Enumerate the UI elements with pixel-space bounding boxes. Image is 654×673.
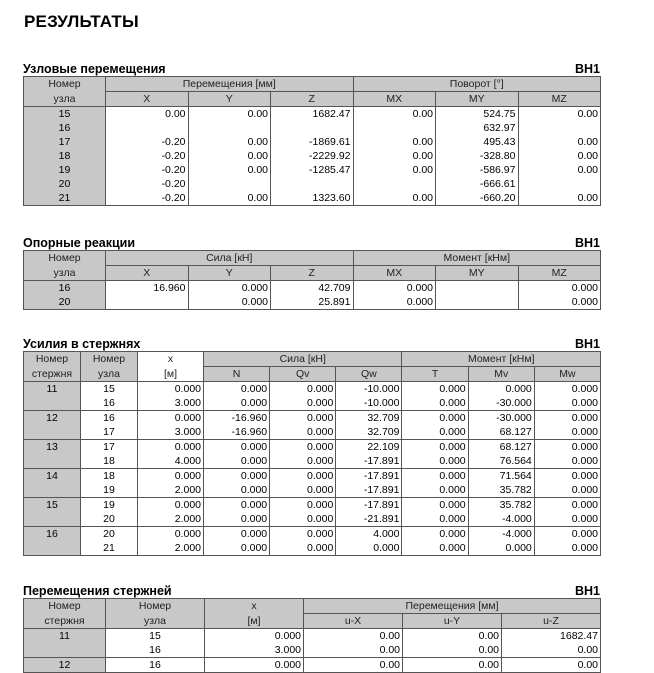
value-cell: 0.000	[468, 541, 534, 556]
x-cell: 2.000	[138, 483, 204, 498]
value-cell: 1682.47	[502, 629, 601, 644]
node-number-cell: 20	[24, 177, 106, 191]
header-col: N	[204, 367, 270, 382]
value-cell: 0.000	[402, 382, 468, 397]
header-col: MZ	[518, 266, 601, 281]
value-cell: 0.00	[353, 191, 436, 206]
value-cell: -0.20	[106, 135, 189, 149]
value-cell: 0.000	[270, 396, 336, 411]
table-row	[24, 658, 601, 673]
value-cell: 22.109	[336, 440, 402, 455]
x-cell: 0.000	[205, 658, 304, 673]
section-title: Усилия в стержнях	[23, 337, 141, 351]
node-number-cell: 16	[81, 411, 138, 426]
header-col: MY	[436, 266, 519, 281]
value-cell: 0.00	[518, 149, 601, 163]
bar-number-cell: 13	[24, 440, 81, 469]
header-group-moment: Момент [кНм]	[353, 251, 601, 266]
header-node-number-2: узла	[24, 266, 106, 281]
value-cell: -10.000	[336, 382, 402, 397]
value-cell: 0.000	[534, 440, 600, 455]
value-cell: 0.000	[204, 498, 270, 513]
value-cell: 0.000	[534, 512, 600, 527]
value-cell: 71.564	[468, 469, 534, 484]
value-cell: 0.00	[106, 107, 189, 122]
value-cell: 0.000	[270, 454, 336, 469]
header-col: u-Y	[403, 614, 502, 629]
value-cell: 0.000	[534, 454, 600, 469]
x-cell: 0.000	[138, 411, 204, 426]
value-cell: -17.891	[336, 469, 402, 484]
value-cell: 0.000	[204, 396, 270, 411]
value-cell: 0.000	[204, 469, 270, 484]
header-x: x	[205, 599, 304, 614]
value-cell	[188, 121, 271, 135]
nodal-displacements-table	[23, 76, 601, 206]
value-cell: 0.00	[304, 643, 403, 658]
value-cell: 0.000	[534, 469, 600, 484]
table-row	[24, 191, 601, 206]
value-cell: 0.00	[518, 163, 601, 177]
header-node-number: Номер	[24, 251, 106, 266]
bar-number-cell: 15	[24, 498, 81, 527]
value-cell: 0.000	[204, 440, 270, 455]
value-cell: 68.127	[468, 440, 534, 455]
value-cell: 0.00	[188, 135, 271, 149]
value-cell: -0.20	[106, 191, 189, 206]
value-cell: 0.00	[304, 658, 403, 673]
header-col: Y	[188, 266, 271, 281]
table-row	[24, 469, 601, 484]
node-number-cell: 21	[81, 541, 138, 556]
value-cell	[518, 177, 601, 191]
page-title: РЕЗУЛЬТАТЫ	[24, 12, 139, 31]
table-row	[24, 121, 601, 135]
value-cell: 0.000	[402, 396, 468, 411]
header-col: MY	[436, 92, 519, 107]
value-cell: 0.000	[270, 469, 336, 484]
node-number-cell: 18	[24, 149, 106, 163]
value-cell: -16.960	[204, 425, 270, 440]
value-cell: 0.000	[204, 382, 270, 397]
value-cell: 1682.47	[271, 107, 354, 122]
header-col: MZ	[518, 92, 601, 107]
bar-number-cell: 11	[24, 629, 106, 658]
value-cell: 0.000	[270, 382, 336, 397]
value-cell: 0.00	[403, 629, 502, 644]
value-cell: 32.709	[336, 425, 402, 440]
section-title: Перемещения стержней	[23, 584, 172, 598]
load-case-label: ВН1	[574, 62, 600, 76]
bar-number-cell: 12	[24, 411, 81, 440]
value-cell: 0.000	[534, 541, 600, 556]
table-row	[24, 135, 601, 149]
table-row	[24, 382, 601, 397]
value-cell: 0.00	[188, 107, 271, 122]
value-cell: 0.00	[188, 191, 271, 206]
value-cell: -30.000	[468, 396, 534, 411]
value-cell: -16.960	[204, 411, 270, 426]
value-cell: -4.000	[468, 512, 534, 527]
x-cell: 0.000	[138, 440, 204, 455]
x-cell: 0.000	[138, 469, 204, 484]
value-cell: -21.891	[336, 512, 402, 527]
table-row	[24, 149, 601, 163]
value-cell: 35.782	[468, 483, 534, 498]
value-cell: 632.97	[436, 121, 519, 135]
support-reactions-table	[23, 250, 601, 310]
value-cell: -17.891	[336, 483, 402, 498]
x-cell: 0.000	[138, 527, 204, 542]
x-cell: 0.000	[138, 382, 204, 397]
header-node-number-2: узла	[24, 92, 106, 107]
value-cell: 16.960	[106, 281, 189, 296]
value-cell: 0.000	[270, 512, 336, 527]
value-cell: -17.891	[336, 454, 402, 469]
header-group-force: Сила [кН]	[106, 251, 354, 266]
header-bar-number: Номер	[24, 352, 81, 367]
header-col: Z	[271, 266, 354, 281]
bar-displacements-table	[23, 598, 601, 673]
value-cell	[353, 121, 436, 135]
header-col: Y	[188, 92, 271, 107]
node-number-cell: 17	[81, 425, 138, 440]
x-cell: 3.000	[138, 396, 204, 411]
header-col: MX	[353, 92, 436, 107]
value-cell: 0.000	[270, 541, 336, 556]
value-cell	[106, 121, 189, 135]
header-x-unit: [м]	[138, 367, 204, 382]
header-col: Z	[271, 92, 354, 107]
bar-forces-section	[23, 337, 601, 556]
nodal-displacements-section	[23, 62, 601, 206]
table-row	[24, 541, 601, 556]
table-row	[24, 643, 601, 658]
value-cell: 0.000	[402, 469, 468, 484]
header-bar-number-2: стержня	[24, 367, 81, 382]
node-number-cell: 16	[106, 643, 205, 658]
value-cell: 0.00	[188, 163, 271, 177]
value-cell: 0.000	[402, 483, 468, 498]
header-group-rotation: Поворот [°]	[353, 77, 601, 92]
header-node-number: Номер	[81, 352, 138, 367]
value-cell: 35.782	[468, 498, 534, 513]
value-cell	[436, 281, 519, 296]
bar-number-cell: 11	[24, 382, 81, 411]
value-cell: 0.00	[518, 135, 601, 149]
node-number-cell: 16	[81, 396, 138, 411]
value-cell: 0.00	[502, 643, 601, 658]
node-number-cell: 19	[81, 483, 138, 498]
value-cell	[436, 295, 519, 310]
value-cell: 0.000	[518, 295, 601, 310]
value-cell: 0.000	[270, 483, 336, 498]
header-group-displacements: Перемещения [мм]	[304, 599, 601, 614]
value-cell: 0.000	[534, 425, 600, 440]
table-row	[24, 527, 601, 542]
header-bar-number-2: стержня	[24, 614, 106, 629]
value-cell: 0.00	[502, 658, 601, 673]
value-cell: -30.000	[468, 411, 534, 426]
header-x: x	[138, 352, 204, 367]
node-number-cell: 19	[81, 498, 138, 513]
value-cell: -0.20	[106, 163, 189, 177]
value-cell: 0.00	[403, 643, 502, 658]
header-bar-number: Номер	[24, 599, 106, 614]
header-group-displacements: Перемещения [мм]	[106, 77, 354, 92]
value-cell: 0.000	[336, 541, 402, 556]
table-row	[24, 411, 601, 426]
header-col: u-X	[304, 614, 403, 629]
value-cell	[518, 121, 601, 135]
table-row	[24, 454, 601, 469]
table-row	[24, 483, 601, 498]
value-cell: 0.000	[468, 382, 534, 397]
table-row	[24, 425, 601, 440]
header-col: T	[402, 367, 468, 382]
value-cell: 0.000	[270, 498, 336, 513]
value-cell: 0.00	[304, 629, 403, 644]
x-cell: 3.000	[138, 425, 204, 440]
x-cell: 4.000	[138, 454, 204, 469]
node-number-cell: 17	[81, 440, 138, 455]
value-cell: -4.000	[468, 527, 534, 542]
value-cell: 0.00	[403, 658, 502, 673]
value-cell: 0.000	[270, 425, 336, 440]
node-number-cell: 16	[24, 121, 106, 135]
value-cell: -666.61	[436, 177, 519, 191]
value-cell: 0.000	[534, 483, 600, 498]
value-cell: 0.000	[534, 411, 600, 426]
value-cell: 524.75	[436, 107, 519, 122]
table-row	[24, 163, 601, 177]
table-row	[24, 281, 601, 296]
bar-number-cell: 14	[24, 469, 81, 498]
header-col: Mw	[534, 367, 600, 382]
bar-number-cell: 12	[24, 658, 106, 673]
value-cell	[271, 177, 354, 191]
header-col: Qw	[336, 367, 402, 382]
value-cell: 0.000	[270, 440, 336, 455]
value-cell: 0.00	[518, 107, 601, 122]
value-cell: 0.000	[188, 281, 271, 296]
value-cell: 495.43	[436, 135, 519, 149]
value-cell: 0.00	[353, 149, 436, 163]
value-cell: -2229.92	[271, 149, 354, 163]
value-cell: 0.000	[270, 527, 336, 542]
value-cell	[188, 177, 271, 191]
table-row	[24, 512, 601, 527]
value-cell: 0.000	[402, 454, 468, 469]
value-cell: 0.00	[188, 149, 271, 163]
support-reactions-section	[23, 236, 601, 310]
value-cell: 0.000	[402, 541, 468, 556]
table-row	[24, 396, 601, 411]
node-number-cell: 15	[24, 107, 106, 122]
bar-displacements-section	[23, 584, 601, 673]
table-row	[24, 498, 601, 513]
value-cell: 0.000	[402, 512, 468, 527]
value-cell: -328.80	[436, 149, 519, 163]
table-row	[24, 295, 601, 310]
header-col: Qv	[270, 367, 336, 382]
value-cell: 0.000	[402, 425, 468, 440]
value-cell: 32.709	[336, 411, 402, 426]
value-cell: 0.000	[353, 281, 436, 296]
x-cell: 2.000	[138, 541, 204, 556]
value-cell: 0.000	[534, 527, 600, 542]
node-number-cell: 20	[24, 295, 106, 310]
value-cell: -0.20	[106, 177, 189, 191]
value-cell: 0.00	[518, 191, 601, 206]
header-col: Mv	[468, 367, 534, 382]
header-node-number-2: узла	[106, 614, 205, 629]
value-cell: 0.000	[204, 483, 270, 498]
header-col: u-Z	[502, 614, 601, 629]
node-number-cell: 19	[24, 163, 106, 177]
value-cell	[271, 121, 354, 135]
value-cell	[353, 177, 436, 191]
load-case-label: ВН1	[574, 584, 600, 598]
table-row	[24, 177, 601, 191]
value-cell: -660.20	[436, 191, 519, 206]
header-group-force: Сила [кН]	[204, 352, 402, 367]
load-case-label: ВН1	[574, 236, 600, 250]
node-number-cell: 21	[24, 191, 106, 206]
value-cell: 0.000	[402, 527, 468, 542]
value-cell: 42.709	[271, 281, 354, 296]
header-x-unit: [м]	[205, 614, 304, 629]
value-cell: 0.00	[353, 135, 436, 149]
header-node-number-2: узла	[81, 367, 138, 382]
node-number-cell: 16	[24, 281, 106, 296]
value-cell: 0.000	[402, 411, 468, 426]
value-cell: -10.000	[336, 396, 402, 411]
value-cell: 0.000	[270, 411, 336, 426]
header-node-number: Номер	[106, 599, 205, 614]
value-cell: 0.000	[534, 498, 600, 513]
header-group-moment: Момент [кНм]	[402, 352, 601, 367]
value-cell: -1285.47	[271, 163, 354, 177]
table-row	[24, 629, 601, 644]
x-cell: 2.000	[138, 512, 204, 527]
node-number-cell: 15	[106, 629, 205, 644]
table-row	[24, 440, 601, 455]
x-cell: 3.000	[205, 643, 304, 658]
table-row	[24, 107, 601, 122]
x-cell: 0.000	[138, 498, 204, 513]
value-cell: 0.000	[534, 382, 600, 397]
header-node-number: Номер	[24, 77, 106, 92]
value-cell: 0.000	[188, 295, 271, 310]
value-cell: 0.000	[534, 396, 600, 411]
node-number-cell: 20	[81, 527, 138, 542]
header-col: X	[106, 92, 189, 107]
value-cell: 0.00	[353, 163, 436, 177]
section-title: Опорные реакции	[23, 236, 136, 250]
value-cell: 0.000	[402, 498, 468, 513]
value-cell: -0.20	[106, 149, 189, 163]
value-cell: 76.564	[468, 454, 534, 469]
value-cell: 4.000	[336, 527, 402, 542]
header-col: MX	[353, 266, 436, 281]
value-cell: -17.891	[336, 498, 402, 513]
value-cell: 68.127	[468, 425, 534, 440]
value-cell: 0.00	[353, 107, 436, 122]
x-cell: 0.000	[205, 629, 304, 644]
value-cell: 25.891	[271, 295, 354, 310]
section-title: Узловые перемещения	[23, 62, 166, 76]
node-number-cell: 17	[24, 135, 106, 149]
node-number-cell: 16	[106, 658, 205, 673]
value-cell: 0.000	[402, 440, 468, 455]
load-case-label: ВН1	[574, 337, 600, 351]
value-cell: -586.97	[436, 163, 519, 177]
value-cell: 0.000	[353, 295, 436, 310]
header-col: X	[106, 266, 189, 281]
node-number-cell: 20	[81, 512, 138, 527]
value-cell: 0.000	[204, 512, 270, 527]
value-cell: 0.000	[204, 541, 270, 556]
value-cell: 0.000	[204, 454, 270, 469]
node-number-cell: 18	[81, 454, 138, 469]
node-number-cell: 15	[81, 382, 138, 397]
value-cell: 0.000	[518, 281, 601, 296]
bar-forces-table	[23, 351, 601, 556]
value-cell: 0.000	[204, 527, 270, 542]
value-cell: -1869.61	[271, 135, 354, 149]
node-number-cell: 18	[81, 469, 138, 484]
value-cell: 1323.60	[271, 191, 354, 206]
bar-number-cell: 16	[24, 527, 81, 556]
value-cell	[106, 295, 189, 310]
